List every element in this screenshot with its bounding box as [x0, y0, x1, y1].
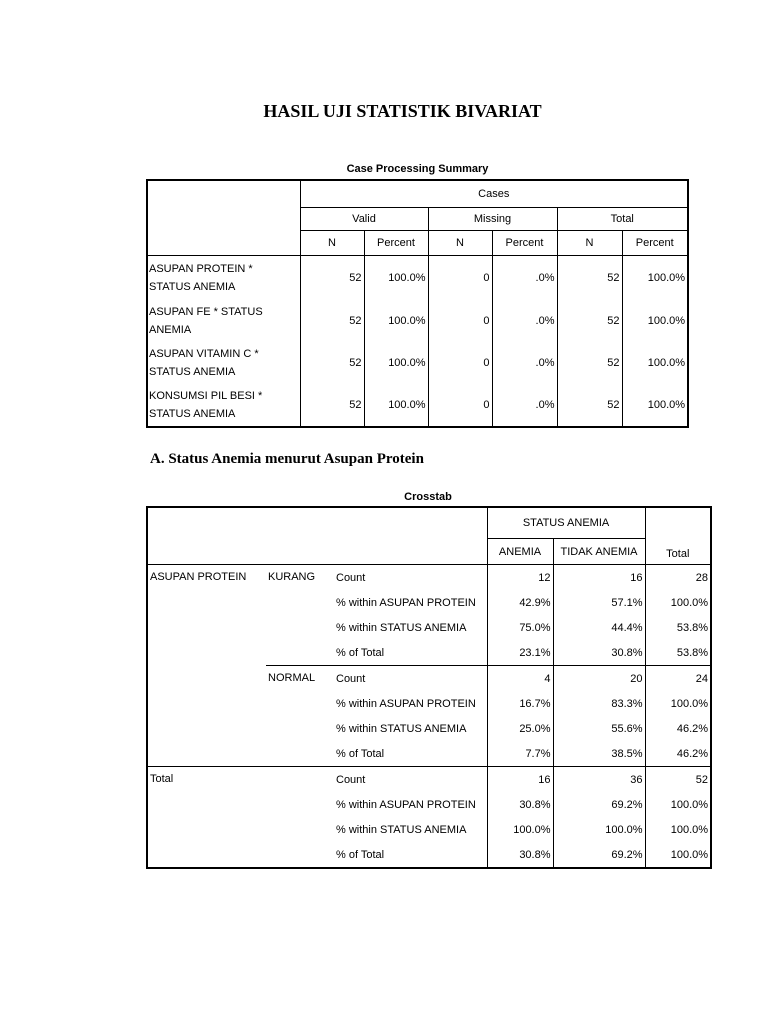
cell-value: 100.0%	[622, 342, 688, 384]
cell-value: 30.8%	[553, 640, 645, 666]
sub-header: N	[557, 231, 622, 256]
cell-value: 25.0%	[487, 716, 553, 741]
cell-value: 16	[487, 767, 553, 793]
cell-value: 100.0%	[364, 342, 428, 384]
cell-value: 20	[553, 666, 645, 692]
cell-value: 30.8%	[487, 842, 553, 868]
stat-label: Count	[334, 565, 487, 591]
cell-value: .0%	[492, 300, 557, 342]
cell-value: 52	[557, 342, 622, 384]
cell-value: 0	[428, 256, 492, 301]
cell-value: 100.0%	[364, 256, 428, 301]
stat-label: % of Total	[334, 741, 487, 767]
cell-value: 46.2%	[676, 722, 709, 735]
cell-value: 52	[557, 300, 622, 342]
group-label-kurang: KURANG	[266, 565, 334, 666]
cell-value: 100.0%	[487, 817, 553, 842]
cell-value: 52	[300, 384, 364, 427]
table-row	[147, 384, 688, 427]
cell-value: 53.8%	[645, 640, 711, 666]
cell-value: 83.3%	[553, 691, 645, 716]
row-label: KONSUMSI PIL BESI * STATUS ANEMIA	[147, 384, 300, 427]
cell-value: 44.4%	[553, 615, 645, 640]
cell-value: .0%	[492, 384, 557, 427]
cell-value: 52	[300, 300, 364, 342]
cell-value: 52	[300, 342, 364, 384]
group-header: Missing	[428, 208, 557, 231]
stat-label: % of Total	[334, 842, 487, 868]
sub-header: N	[428, 231, 492, 256]
stat-label: % within ASUPAN PROTEIN	[334, 792, 487, 817]
case-summary-caption: Case Processing Summary	[346, 163, 489, 175]
header-corner	[147, 180, 300, 256]
cell-value: 53.8%	[676, 621, 709, 634]
stat-label: % within STATUS ANEMIA	[334, 817, 487, 842]
stat-label: % within ASUPAN PROTEIN	[334, 691, 487, 716]
cell-value: 75.0%	[487, 615, 553, 640]
row-label: ASUPAN VITAMIN C * STATUS ANEMIA	[147, 342, 300, 384]
cell-value: .0%	[492, 342, 557, 384]
cell-value: 100.0%	[622, 300, 688, 342]
cell-value: 4	[487, 666, 553, 692]
cell-value: 100.0%	[670, 823, 709, 836]
cell-value: 23.1%	[487, 640, 553, 666]
cell-value: 100.0%	[622, 256, 688, 301]
cell-value: 100.0%	[553, 817, 645, 842]
cell-value: 16.7%	[487, 691, 553, 716]
cell-value: 0	[428, 342, 492, 384]
cell-value: 100.0%	[670, 596, 709, 609]
cases-header: Cases	[300, 180, 688, 208]
cell-value: 46.2%	[645, 741, 711, 767]
cell-value: 52	[557, 256, 622, 301]
cell-value: 52	[695, 773, 709, 786]
cell-value: 100.0%	[622, 384, 688, 427]
cell-value: 100.0%	[364, 384, 428, 427]
cell-value: 0	[428, 300, 492, 342]
table-row	[147, 767, 711, 793]
section-heading: A. Status Anemia menurut Asupan Protein	[150, 451, 424, 467]
table-row	[147, 300, 688, 342]
cell-value: 69.2%	[553, 792, 645, 817]
group-header: Total	[557, 208, 688, 231]
cell-value: 57.1%	[553, 590, 645, 615]
stat-label: % within STATUS ANEMIA	[334, 615, 487, 640]
table-row	[147, 342, 688, 384]
crosstab-table	[146, 506, 712, 869]
stat-label: % within STATUS ANEMIA	[334, 716, 487, 741]
stat-label: % of Total	[334, 640, 487, 666]
cell-value: 100.0%	[670, 697, 709, 710]
cell-value: 42.9%	[487, 590, 553, 615]
cell-value: 16	[553, 565, 645, 591]
cell-value: 28	[695, 571, 709, 584]
group-header: Valid	[300, 208, 428, 231]
cell-value: 0	[428, 384, 492, 427]
cell-value: 55.6%	[553, 716, 645, 741]
col-header-tidak-anemia: TIDAK ANEMIA	[553, 539, 645, 565]
stat-label: Count	[334, 767, 487, 793]
cell-value: 100.0%	[670, 848, 709, 861]
status-anemia-header: STATUS ANEMIA	[487, 507, 645, 539]
cell-value: .0%	[492, 256, 557, 301]
table-row	[147, 565, 711, 591]
stat-label: % within ASUPAN PROTEIN	[334, 590, 487, 615]
cell-value: 38.5%	[553, 741, 645, 767]
case-processing-summary-table	[146, 179, 689, 428]
cell-value: 100.0%	[670, 798, 709, 811]
cell-value: 36	[553, 767, 645, 793]
group-label-normal: NORMAL	[268, 672, 316, 684]
row-label: ASUPAN FE * STATUS ANEMIA	[147, 300, 300, 342]
page-title: HASIL UJI STATISTIK BIVARIAT	[263, 101, 542, 121]
cell-value: 7.7%	[487, 741, 553, 767]
sub-header: N	[300, 231, 364, 256]
row-label: ASUPAN PROTEIN * STATUS ANEMIA	[147, 256, 300, 301]
cell-value: 69.2%	[553, 842, 645, 868]
total-row-label: Total	[150, 773, 174, 785]
cell-value: 100.0%	[364, 300, 428, 342]
sub-header: Percent	[622, 231, 688, 256]
row-var-label: ASUPAN PROTEIN	[150, 571, 247, 583]
cell-value: 24	[695, 672, 709, 685]
stat-label: Count	[334, 666, 487, 692]
crosstab-caption: Crosstab	[404, 491, 452, 503]
cell-value: 52	[300, 256, 364, 301]
sub-header: Percent	[492, 231, 557, 256]
cell-value: 12	[487, 565, 553, 591]
total-col-header: Total	[645, 507, 711, 565]
col-header-anemia: ANEMIA	[487, 539, 553, 565]
cell-value: 30.8%	[487, 792, 553, 817]
header-corner	[147, 507, 487, 565]
table-row	[147, 256, 688, 301]
cell-value: 52	[557, 384, 622, 427]
sub-header: Percent	[364, 231, 428, 256]
